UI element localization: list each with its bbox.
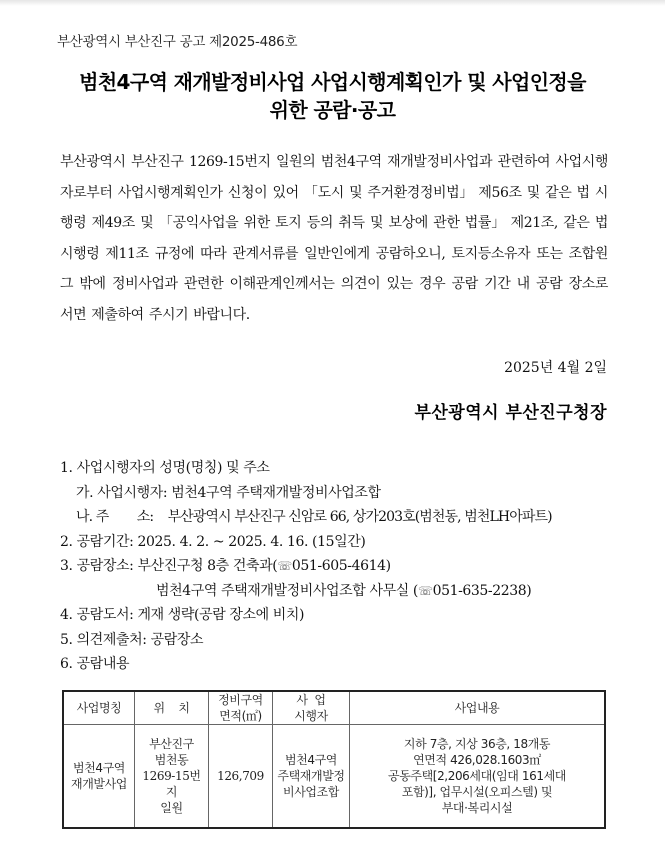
header-area-line-2: 면적(㎡) xyxy=(219,709,262,723)
item-3-phone-2: 051-635-2238) xyxy=(432,582,532,599)
item-2-value: 2025. 4. 2. ~ 2025. 4. 16. (15일간) xyxy=(137,533,366,550)
item-5: 5. 의견제출처: 공람장소 xyxy=(60,631,204,648)
cell-text: 일원 xyxy=(160,800,183,815)
cell-location xyxy=(135,725,209,828)
cell-text: 범천동 xyxy=(154,752,189,767)
item-1a xyxy=(60,481,620,506)
header-area-line-1: 정비구역 xyxy=(218,693,263,707)
item-3-label: 3. 공람장소: xyxy=(60,558,134,574)
header-operator-line-2: 시행자 xyxy=(294,709,328,723)
cell-text: 주택재개발정 xyxy=(277,768,345,783)
page-top-shadow xyxy=(0,0,665,6)
cell-text: 부산진구 xyxy=(149,736,194,751)
table-header-row xyxy=(63,691,605,725)
item-1b-value: 부산광역시 부산진구 신암로 66, 상가203호(범천동, 범천LH아파트) xyxy=(167,509,552,525)
cell-text: 부대·복리시설 xyxy=(441,800,513,815)
notice-items xyxy=(60,456,620,677)
cell-operator xyxy=(273,725,350,828)
cell-text: 1269-15번지 xyxy=(142,768,201,799)
header-area xyxy=(209,691,273,725)
item-4: 4. 공람도서: 게재 생략(공람 장소에 비치) xyxy=(60,607,305,623)
item-2 xyxy=(60,530,620,555)
phone-icon: ☏ xyxy=(277,559,292,573)
header-location: 위 치 xyxy=(135,691,209,725)
notice-number: 부산광역시 부산진구 공고 제2025-486호 xyxy=(57,34,298,50)
title-line-2: 위한 공람·공고 xyxy=(269,98,396,122)
cell-text: 연면적 426,028.1603㎡ xyxy=(413,752,541,767)
cell-text: 포함)], 업무시설(오피스텔) 및 xyxy=(401,784,553,799)
phone-icon: ☏ xyxy=(417,583,433,598)
item-3-second-place xyxy=(60,579,620,604)
table-row xyxy=(63,725,605,828)
cell-text: 범천4구역 xyxy=(284,752,337,767)
body-paragraph: 부산광역시 부산진구 1269-15번지 일원의 범천4구역 재개발정비사업과 관련하여 사업시행자로부터 사업시행계획인가 신청이 있어 「도시 및 주거환경정비법」 제56조 및 같은 법 시행령 제49조 및 「공익사업을 위한 토지 등의 취득 및 보상에 관한 법률」 제21조, 같은 법 시행령 제11조 규정에 따라 관계서류를 일반인에게 공람하오니, 토지등소유자 또는 조합원 그 밖에 정비사업과 관련한 이해관계인께서는 의견이 있는 경우 공람 기간 내 공람 장소로 서면 제출하여 주시기 바랍니다. xyxy=(60,154,608,323)
cell-project-name xyxy=(63,725,135,828)
project-summary-table xyxy=(62,690,606,829)
header-operator xyxy=(273,691,350,725)
item-3-place-1: 부산진구청 8층 건축과( xyxy=(137,558,278,574)
item-1a-label: 가. 사업시행자: xyxy=(76,484,168,501)
item-1a-value: 범천4구역 주택재개발정비사업조합 xyxy=(171,484,381,501)
item-3 xyxy=(60,554,620,579)
cell-area: 126,709 xyxy=(209,725,273,828)
item-1b-label: 나. 주 소: xyxy=(76,509,154,525)
page-title xyxy=(0,68,665,124)
header-operator-line-1: 사 업 xyxy=(296,693,326,707)
title-line-1: 범천4구역 재개발정비사업 사업시행계획인가 및 사업인정을 xyxy=(79,70,586,94)
issuer-name: 부산광역시 부산진구청장 xyxy=(414,403,607,423)
header-project-name: 사업명칭 xyxy=(63,691,135,725)
cell-text: 범천4구역 xyxy=(72,760,125,775)
item-1-heading: 1. 사업시행자의 성명(명칭) 및 주소 xyxy=(60,460,270,476)
item-3-phone-1: 051-605-4614) xyxy=(291,558,391,574)
item-3-place-2: 범천4구역 주택재개발정비사업조합 사무실 ( xyxy=(156,582,418,599)
cell-description xyxy=(350,725,606,828)
item-6: 6. 공람내용 xyxy=(60,656,130,672)
item-1b xyxy=(60,505,620,530)
item-2-label: 2. 공람기간: xyxy=(60,533,134,550)
header-description: 사업내용 xyxy=(350,691,606,725)
cell-text: 비사업조합 xyxy=(283,784,339,799)
notice-date: 2025년 4월 2일 xyxy=(504,360,607,376)
cell-text: 재개발사업 xyxy=(71,776,127,791)
cell-text: 지하 7층, 지상 36층, 18개동 xyxy=(403,736,551,751)
cell-text: 공동주택[2,206세대(임대 161세대 xyxy=(388,768,566,783)
